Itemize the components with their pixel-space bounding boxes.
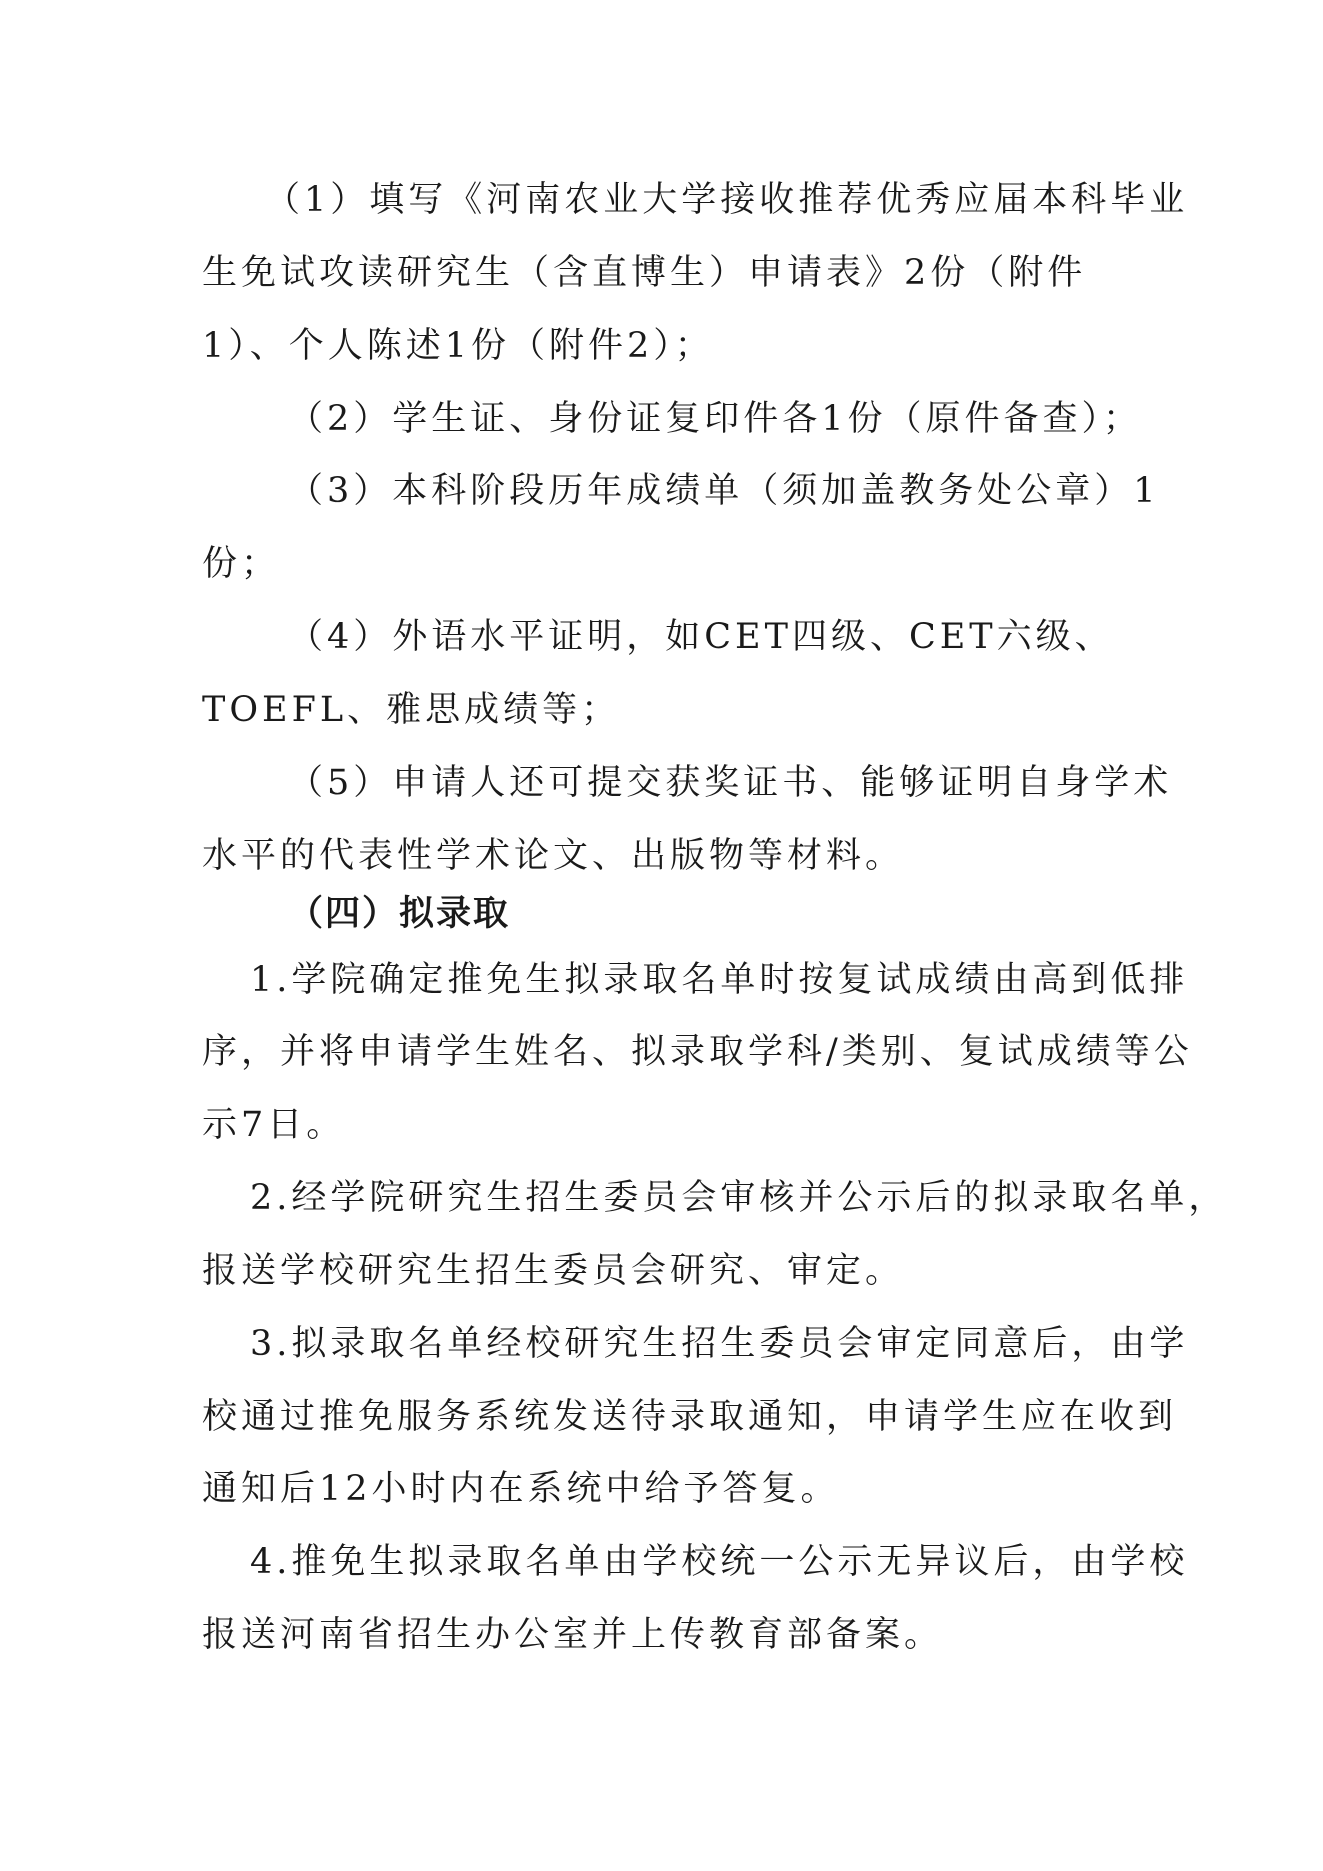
item5-line2: 水平的代表性学术论文、出版物等材料。 <box>202 836 905 876</box>
p1-line2: 序，并将申请学生姓名、拟录取学科/类别、复试成绩等公 <box>202 1032 1193 1072</box>
item1-line1: （1）填写《河南农业大学接收推荐优秀应届本科毕业 <box>265 180 1189 220</box>
item1-line2: 生免试攻读研究生（含直博生）申请表》2份（附件 <box>202 253 1087 293</box>
p3-line2: 校通过推免服务系统发送待录取通知，申请学生应在收到 <box>202 1397 1178 1437</box>
p2-line1: 2.经学院研究生招生委员会审核并公示后的拟录取名单， <box>250 1178 1228 1218</box>
item4-line1: （4）外语水平证明，如CET四级、CET六级、 <box>288 617 1114 657</box>
p4-line2: 报送河南省招生办公室并上传教育部备案。 <box>202 1615 944 1655</box>
item3-line1: （3）本科阶段历年成绩单（须加盖教务处公章）1 <box>288 471 1160 511</box>
item5-line1: （5）申请人还可提交获奖证书、能够证明自身学术 <box>288 763 1173 803</box>
p3-line1: 3.拟录取名单经校研究生招生委员会审定同意后，由学 <box>250 1324 1189 1364</box>
p3-line3: 通知后12小时内在系统中给予答复。 <box>202 1469 840 1509</box>
item4-line2: TOEFL、雅思成绩等； <box>202 690 621 730</box>
p1-line3: 示7日。 <box>202 1105 346 1145</box>
section-heading: （四）拟录取 <box>288 894 511 934</box>
p2-line2: 报送学校研究生招生委员会研究、审定。 <box>202 1251 905 1291</box>
p1-line1: 1.学院确定推免生拟录取名单时按复试成绩由高到低排 <box>250 960 1189 1000</box>
p4-line1: 4.推免生拟录取名单由学校统一公示无异议后，由学校 <box>250 1542 1189 1582</box>
item2-line1: （2）学生证、身份证复印件各1份（原件备查）； <box>288 399 1143 439</box>
item1-line3: 1）、个人陈述1份（附件2）； <box>202 326 714 366</box>
item3-line2: 份； <box>202 544 281 584</box>
